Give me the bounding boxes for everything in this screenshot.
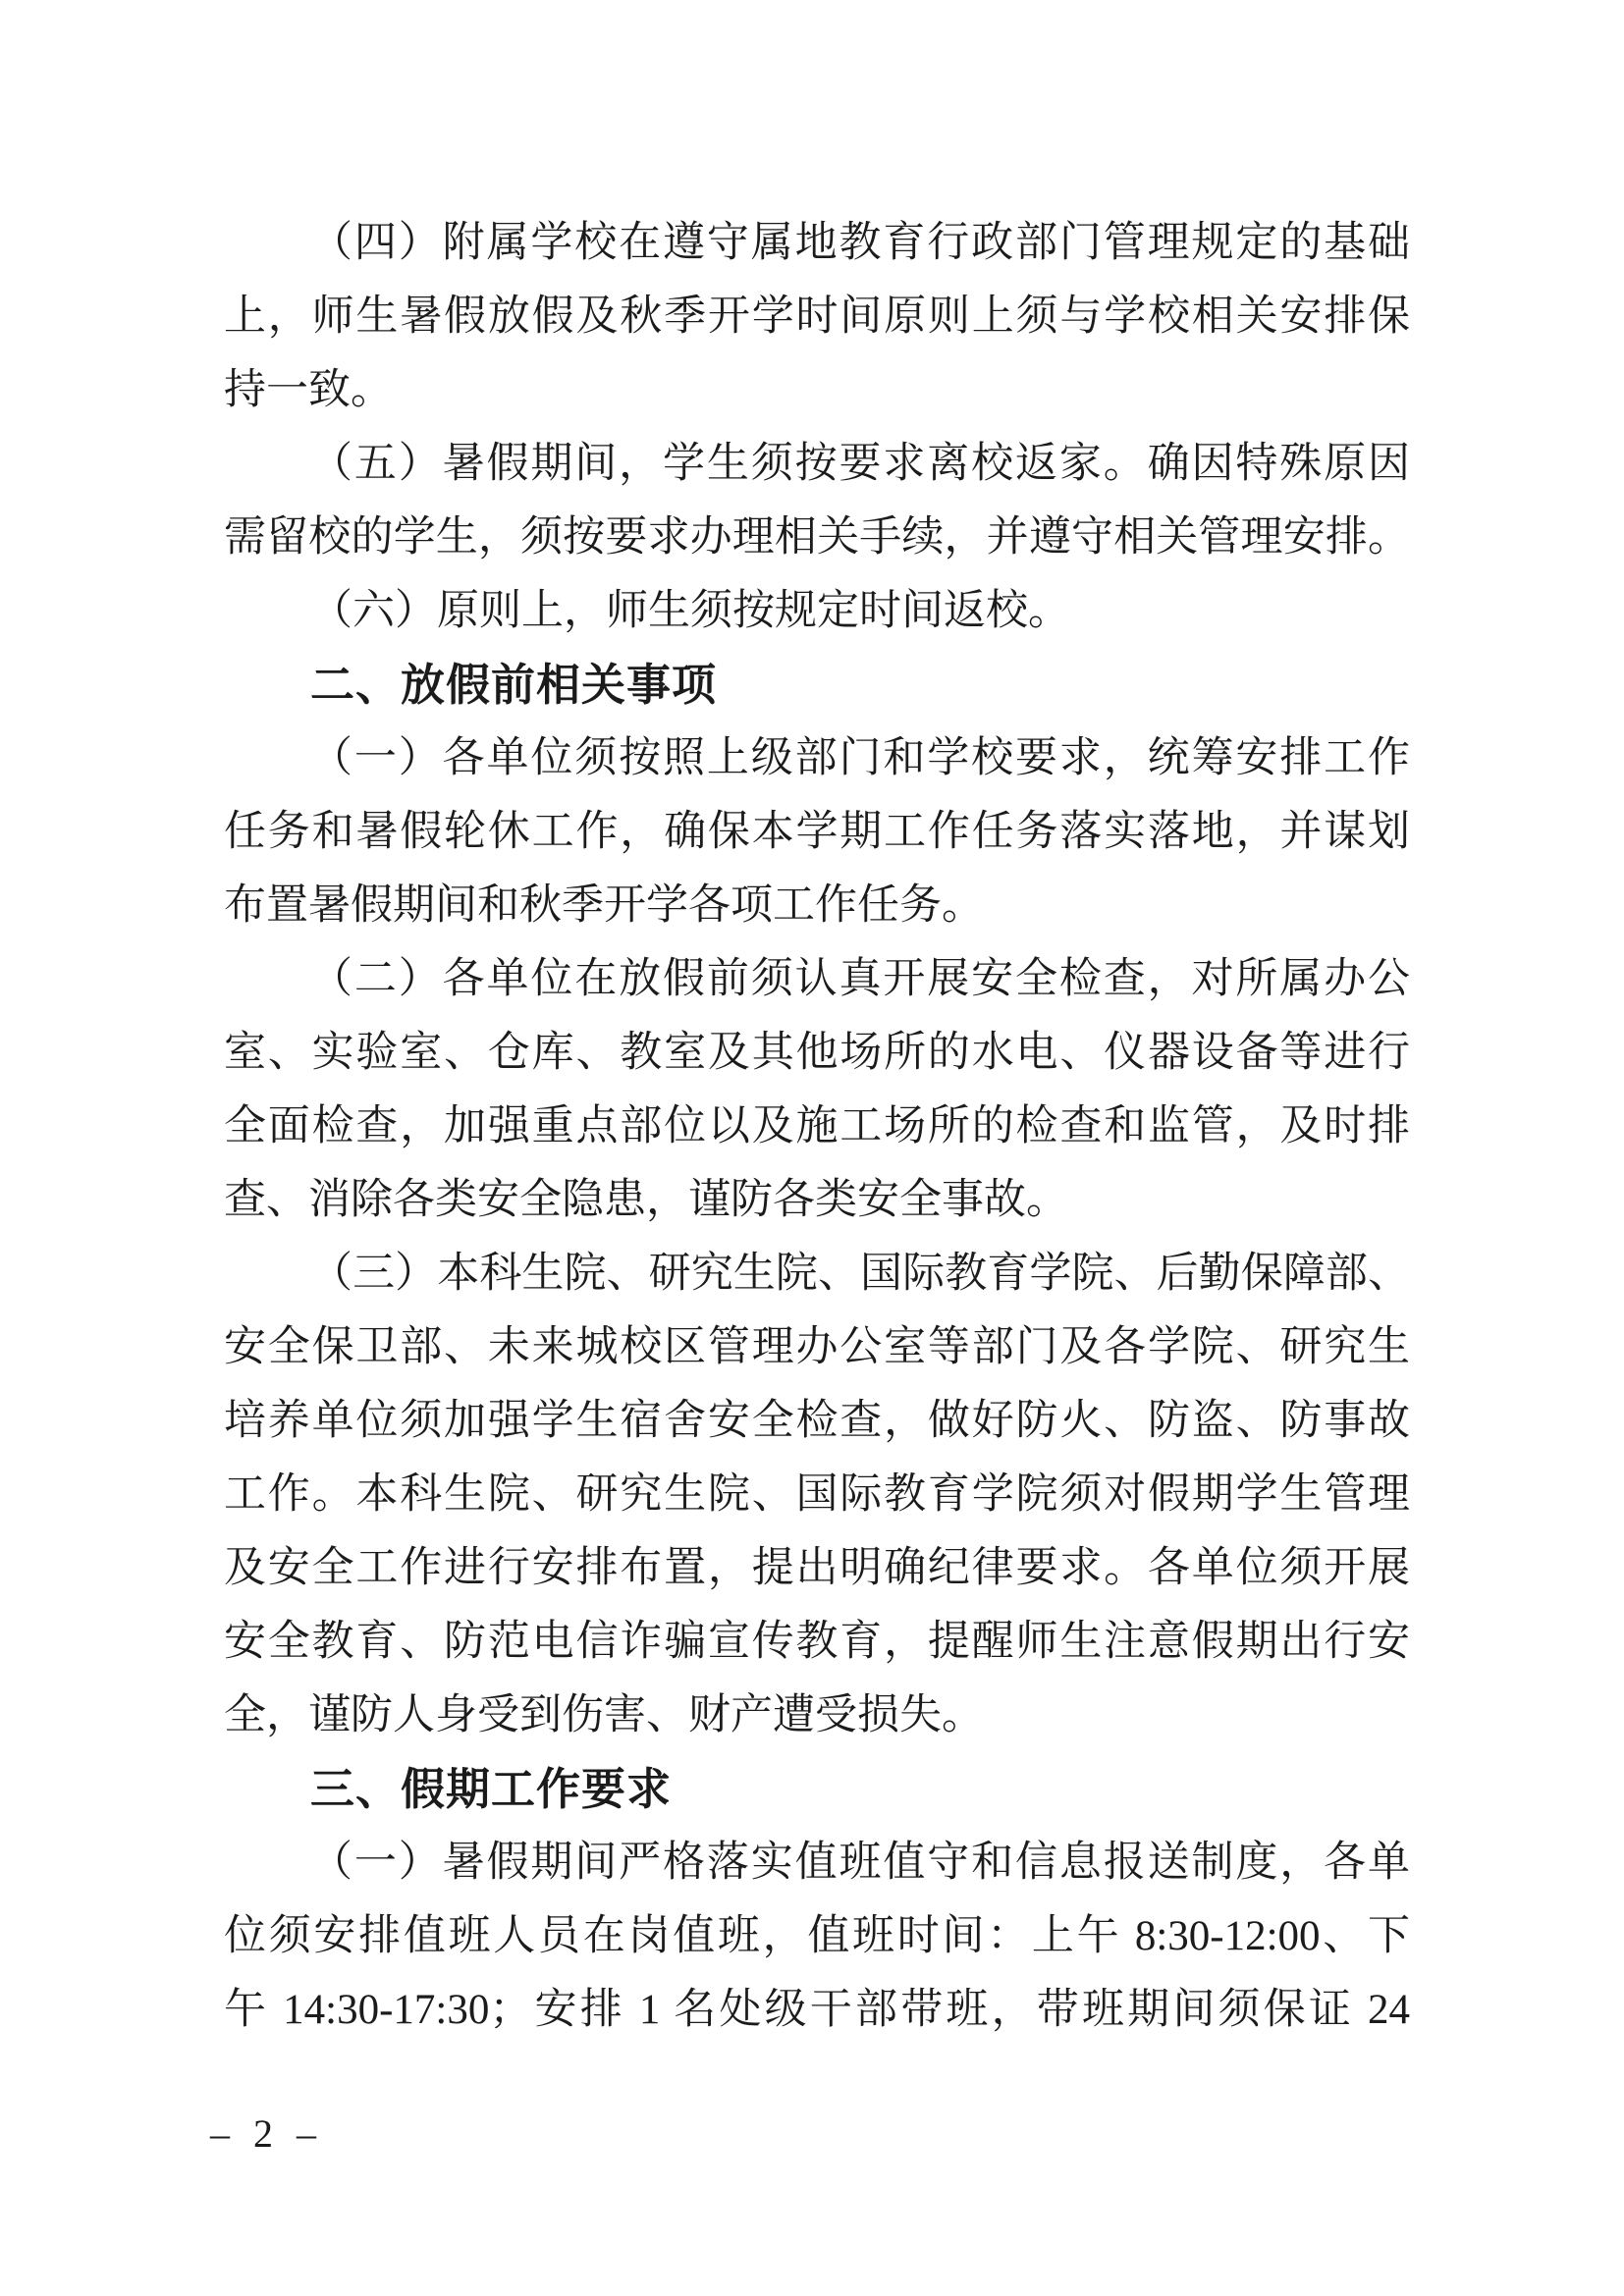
document-line: 查、消除各类安全隐患，谨防各类安全事故。 (224, 1177, 1068, 1223)
document-line: 安全保卫部、未来城校区管理办公室等部门及各学院、研究生 (224, 1324, 1410, 1370)
document-line: （一）各单位须按照上级部门和学校要求，统筹安排工作 (310, 735, 1410, 781)
document-line: 及安全工作进行安排布置，提出明确纪律要求。各单位须开展 (224, 1545, 1410, 1591)
document-line: （五）暑假期间，学生须按要求离校返家。确因特殊原因 (310, 441, 1410, 487)
document-line: 工作。本科生院、研究生院、国际教育学院须对假期学生管理 (224, 1471, 1410, 1518)
document-line: 需留校的学生，须按要求办理相关手续，并遵守相关管理安排。 (224, 514, 1410, 561)
document-line: 上，师生暑假放假及秋季开学时间原则上须与学校相关安排保 (224, 294, 1410, 340)
document-line: 培养单位须加强学生宿舍安全检查，做好防火、防盗、防事故 (224, 1398, 1410, 1444)
document-line: 室、实验室、仓库、教室及其他场所的水电、仪器设备等进行 (224, 1030, 1410, 1076)
section-heading: 二、放假前相关事项 (310, 660, 718, 710)
document-line: 午 14:30-17:30；安排 1 名处级干部带班，带班期间须保证 24 (224, 1987, 1410, 2033)
document-line: 持一致。 (224, 367, 393, 413)
page-number: – 2 – (210, 2111, 316, 2156)
document-body (224, 206, 1410, 2047)
document-line: 全面检查，加强重点部位以及施工场所的检查和监管，及时排 (224, 1103, 1410, 1149)
section-heading: 三、假期工作要求 (310, 1764, 673, 1814)
document-line: 位须安排值班人员在岗值班，值班时间：上午 8:30-12:00、下 (224, 1913, 1410, 1959)
document-line: （四）附属学校在遵守属地教育行政部门管理规定的基础 (310, 220, 1410, 266)
document-line: 全，谨防人身受到伤害、财产遭受损失。 (224, 1692, 984, 1738)
document-line: 安全教育、防范电信诈骗宣传教育，提醒师生注意假期出行安 (224, 1619, 1410, 1665)
document-line: 布置暑假期间和秋季开学各项工作任务。 (224, 882, 984, 929)
document-line: （一）暑假期间严格落实值班值守和信息报送制度，各单 (310, 1840, 1410, 1886)
document-line: （二）各单位在放假前须认真开展安全检查，对所属办公 (310, 956, 1410, 1002)
document-line: 任务和暑假轮休工作，确保本学期工作任务落实落地，并谋划 (224, 809, 1410, 855)
document-line: （三）本科生院、研究生院、国际教育学院、后勤保障部、 (310, 1251, 1410, 1297)
document-line: （六）原则上，师生须按规定时间返校。 (310, 588, 1070, 634)
